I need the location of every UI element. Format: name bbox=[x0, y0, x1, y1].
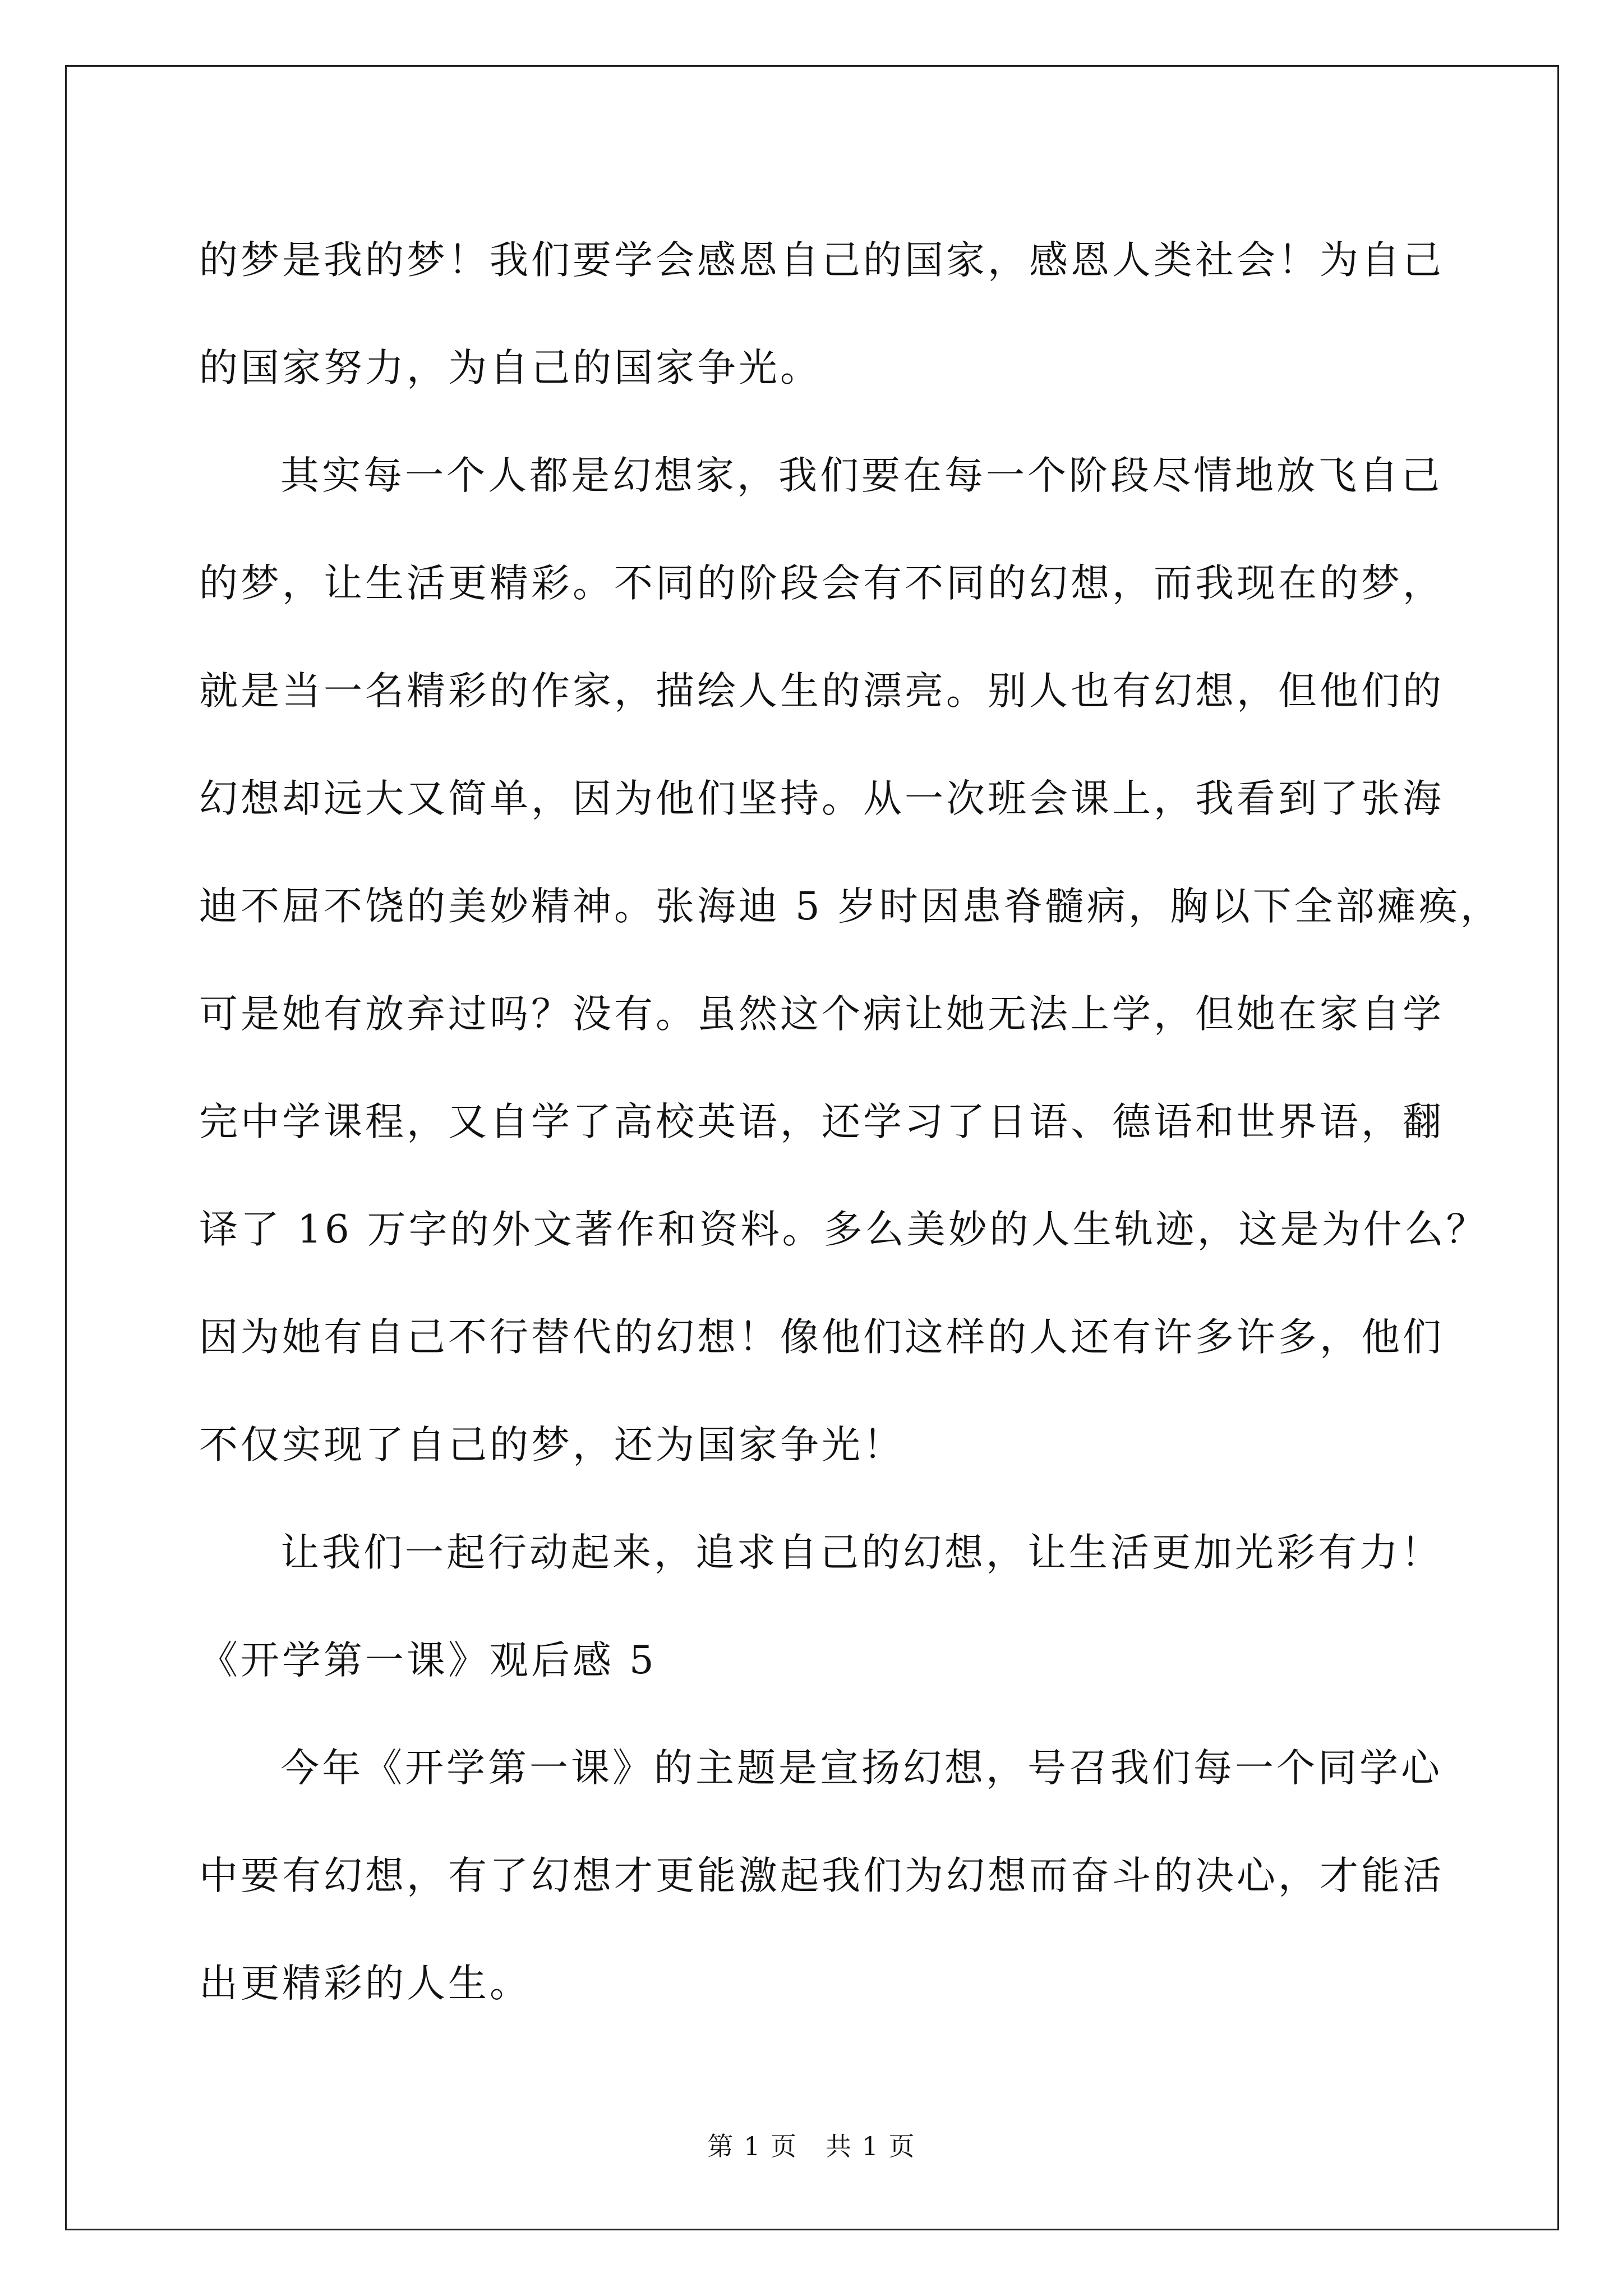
text-line: 可是她有放弃过吗？没有。虽然这个病让她无法上学，但她在家自学 bbox=[199, 992, 1444, 1037]
text-line: 的梦是我的梦！我们要学会感恩自己的国家，感恩人类社会！为自己 bbox=[199, 238, 1444, 283]
text-line: 迪不屈不饶的美妙精神。张海迪 5 岁时因患脊髓病，胸以下全部瘫痪， bbox=[199, 884, 1502, 929]
text-line: 不仅实现了自己的梦，还为国家争光！ bbox=[199, 1423, 905, 1467]
section-heading: 《开学第一课》观后感 5 bbox=[199, 1638, 657, 1683]
text-line: 其实每一个人都是幻想家，我们要在每一个阶段尽情地放飞自己 bbox=[280, 453, 1442, 498]
document-body bbox=[199, 206, 1502, 2037]
text-line: 幻想却远大又简单，因为他们坚持。从一次班会课上，我看到了张海 bbox=[199, 776, 1444, 821]
page-footer bbox=[0, 2126, 1623, 2163]
text-line: 就是当一名精彩的作家，描绘人生的漂亮。别人也有幻想，但他们的 bbox=[199, 669, 1444, 714]
page-total: 共 1 页 bbox=[826, 2131, 916, 2161]
text-line: 的国家努力，为自己的国家争光。 bbox=[199, 346, 822, 390]
text-line: 中要有幻想，有了幻想才更能激起我们为幻想而奋斗的决心，才能活 bbox=[199, 1853, 1444, 1898]
text-line: 因为她有自己不行替代的幻想！像他们这样的人还有许多许多，他们 bbox=[199, 1315, 1444, 1360]
text-line: 让我们一起行动起来，追求自己的幻想，让生活更加光彩有力！ bbox=[280, 1530, 1442, 1575]
text-line: 完中学课程，又自学了高校英语，还学习了日语、德语和世界语，翻 bbox=[199, 1099, 1444, 1144]
text-line: 今年《开学第一课》的主题是宣扬幻想，号召我们每一个同学心 bbox=[280, 1746, 1442, 1791]
text-line: 的梦，让生活更精彩。不同的阶段会有不同的幻想，而我现在的梦， bbox=[199, 561, 1444, 606]
page-number: 第 1 页 bbox=[707, 2131, 797, 2161]
text-line: 出更精彩的人生。 bbox=[199, 1961, 531, 2006]
text-line: 译了 16 万字的外文著作和资料。多么美妙的人生轨迹，这是为什么？ bbox=[199, 1207, 1488, 1252]
